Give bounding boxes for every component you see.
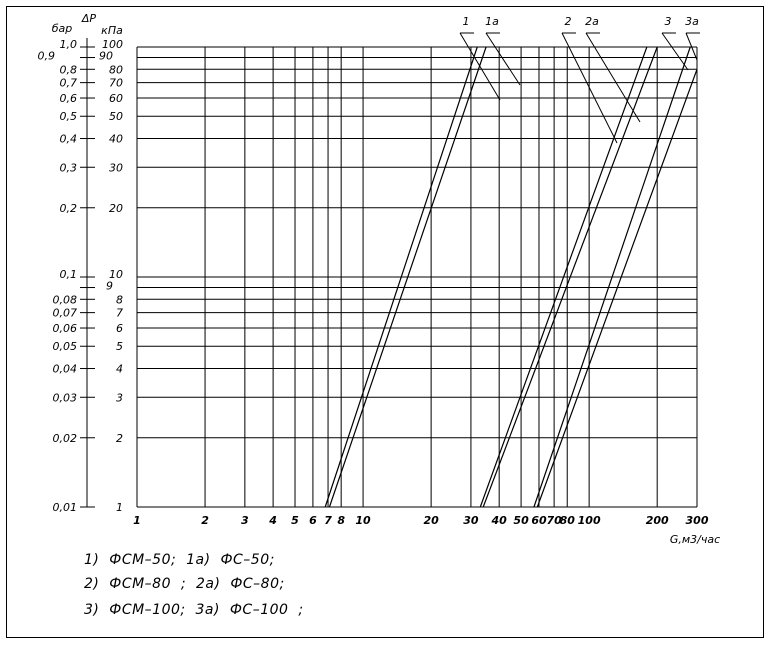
x-axis-title: G,м3/час (669, 533, 721, 546)
legend-line-3: 3) ФСМ–100; 3а) ФС–100 ; (84, 602, 304, 618)
x-tick-label: 80 (559, 514, 575, 527)
y-tick-label-kpa: 80 (109, 63, 123, 77)
legend-line-2: 2) ФСМ–80 ; 2а) ФС–80; (84, 576, 285, 592)
y-tick-label-bar: 0,05 (52, 340, 77, 354)
curve-label-1: 1 (462, 15, 470, 28)
y-axis-title-kpa: кПа (101, 24, 123, 37)
y-axis-title-dp: ΔP (81, 12, 97, 25)
curve-label-2: 2 (564, 15, 572, 28)
y-tick-label-kpa: 30 (109, 161, 123, 175)
x-tick-label: 300 (685, 514, 709, 527)
x-tick-label: 7 (324, 514, 332, 527)
curve-label-2a: 2а (585, 15, 599, 28)
curve-leader-line (486, 33, 520, 85)
y-tick-label-bar: 0,04 (52, 362, 77, 376)
y-tick-label-kpa: 9 (106, 279, 113, 293)
y-tick-label-bar: 0,06 (52, 322, 77, 336)
y-tick-label-bar: 0,5 (59, 110, 77, 124)
x-tick-label: 2 (201, 514, 209, 527)
y-tick-label-kpa: 50 (109, 110, 123, 124)
x-tick-label: 50 (513, 514, 529, 527)
y-tick-label-kpa: 5 (116, 340, 123, 354)
x-tick-label: 60 (531, 514, 547, 527)
y-tick-label-kpa: 100 (102, 38, 123, 51)
legend-line-1: 1) ФСМ–50; 1а) ФС–50; (84, 552, 275, 568)
x-tick-label: 20 (423, 514, 439, 527)
y-tick-label-bar: 0,3 (59, 161, 77, 175)
y-tick-label-kpa: 6 (116, 322, 123, 336)
x-tick-label: 3 (241, 514, 249, 527)
x-tick-label: 1 (133, 514, 141, 527)
y-tick-label-bar: 0,9 (37, 49, 55, 63)
curve-label-3: 3 (664, 15, 672, 28)
x-tick-label: 8 (337, 514, 345, 527)
y-tick-label-kpa: 90 (99, 49, 113, 63)
y-tick-label-kpa: 20 (109, 201, 123, 215)
curve-label-1a: 1а (485, 15, 499, 28)
y-tick-label-bar: 0,4 (59, 132, 77, 146)
y-tick-label-bar: 0,02 (52, 431, 77, 445)
y-tick-label-kpa: 10 (109, 268, 123, 281)
y-tick-label-bar: 1,0 (59, 38, 77, 51)
y-tick-label-kpa: 7 (116, 306, 123, 320)
y-tick-label-bar: 0,08 (52, 293, 77, 307)
x-tick-label: 200 (645, 514, 669, 527)
series-line-3a (537, 69, 697, 507)
x-tick-label: 4 (269, 514, 277, 527)
y-tick-label-kpa: 2 (116, 431, 123, 445)
y-tick-label-bar: 0,8 (59, 63, 77, 77)
curve-label-3a: 3а (685, 15, 699, 28)
x-tick-label: 6 (309, 514, 317, 527)
y-tick-label-kpa: 1 (116, 501, 123, 514)
y-tick-label-kpa: 3 (116, 391, 123, 405)
x-tick-label: 70 (546, 514, 562, 527)
x-tick-label: 100 (577, 514, 601, 527)
y-tick-label-kpa: 4 (116, 362, 123, 376)
y-tick-label-bar: 0,7 (59, 76, 77, 90)
y-tick-label-kpa: 8 (116, 293, 123, 307)
x-tick-label: 10 (355, 514, 371, 527)
y-tick-label-bar: 0,01 (52, 501, 77, 514)
y-tick-label-bar: 0,07 (52, 306, 77, 320)
y-tick-label-bar: 0,2 (59, 201, 77, 215)
curve-leader-line (662, 33, 688, 70)
x-tick-label: 5 (291, 514, 299, 527)
y-tick-label-kpa: 40 (109, 132, 123, 146)
y-tick-label-bar: 0,6 (59, 92, 77, 106)
y-axis-title-bar: бар (51, 22, 73, 35)
x-tick-label: 40 (491, 514, 507, 527)
y-tick-label-bar: 0,1 (59, 268, 77, 281)
y-tick-label-bar: 0,03 (52, 391, 77, 405)
x-tick-label: 30 (463, 514, 479, 527)
curve-leader-line (586, 33, 640, 122)
y-tick-label-kpa: 70 (109, 76, 123, 90)
y-tick-label-kpa: 60 (109, 92, 123, 106)
